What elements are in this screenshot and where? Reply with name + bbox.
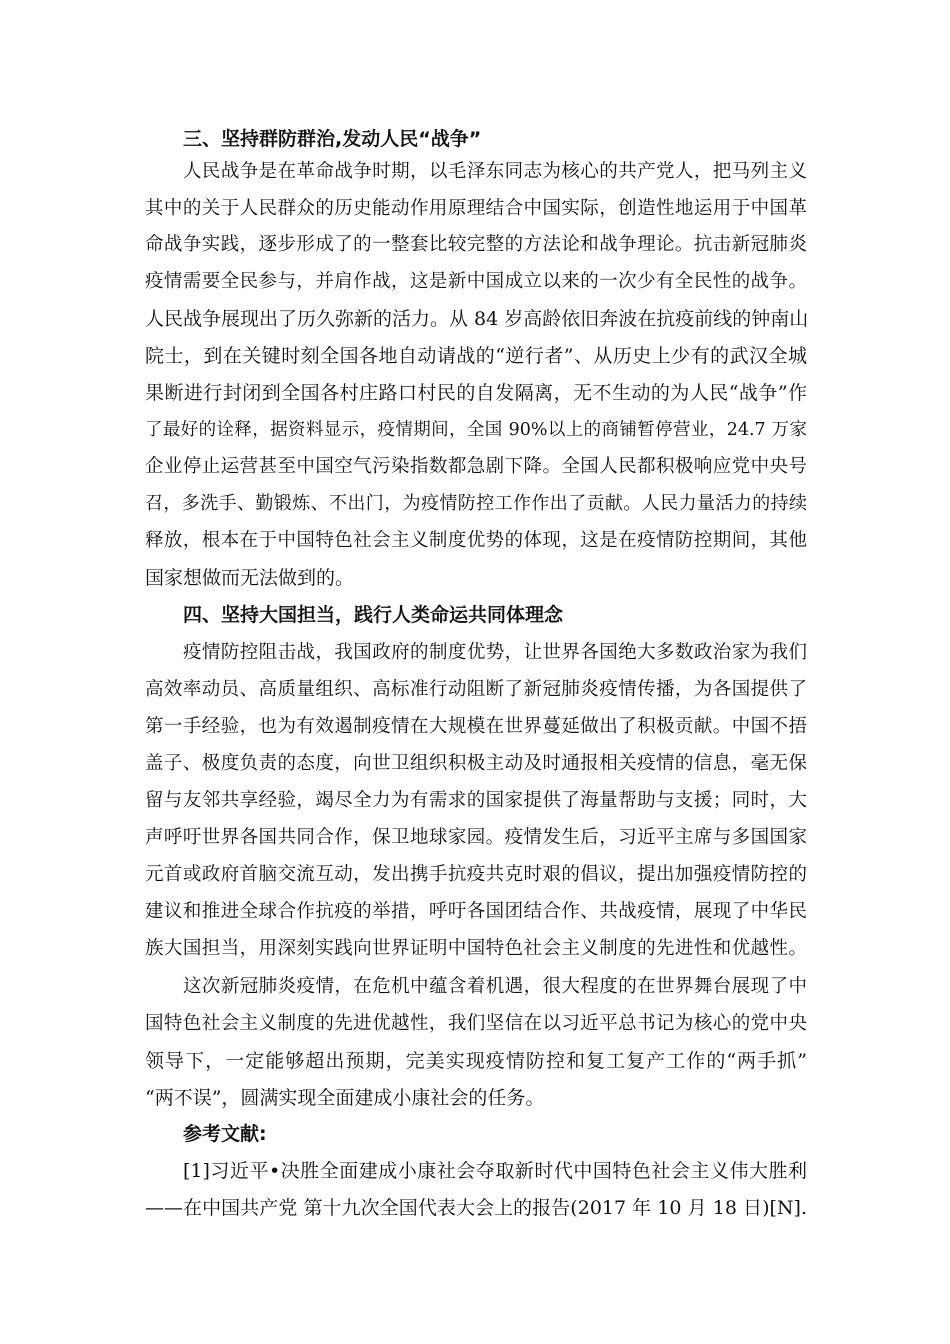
paragraph-line: 释放，根本在于中国特色社会主义制度优势的体现，这是在疫情防控期间，其他 bbox=[145, 530, 807, 551]
paragraph-line: 命战争实践，逐步形成了的一整套比较完整的方法论和战争理论。抗击新冠肺炎 bbox=[145, 234, 807, 255]
paragraph-line: 企业停止运营甚至中国空气污染指数都急剧下降。全国人民都积极响应党中央号 bbox=[145, 456, 807, 477]
paragraph-line: 元首或政府首脑交流互动，发出携手抗疫共克时艰的倡议，提出加强疫情防控的 bbox=[145, 864, 807, 885]
paragraph-line: 召，多洗手、勤锻炼、不出门，为疫情防控工作作出了贡献。人民力量活力的持续 bbox=[145, 493, 807, 514]
paragraph-line: 院士，到在关键时刻全国各地自动请战的“逆行者”、从历史上少有的武汉全城 bbox=[145, 345, 807, 367]
section-4-heading: 四、坚持大国担当，践行人类命运共同体理念 bbox=[183, 604, 564, 626]
paragraph-line: “两不误”，圆满实现全面建成小康社会的任务。 bbox=[145, 1087, 545, 1109]
paragraph-line: 疫情防控阻击战，我国政府的制度优势，让世界各国绝大多数政治家为我们 bbox=[183, 642, 807, 663]
paragraph-line: 留与友邻共享经验，竭尽全力为有需求的国家提供了海量帮助与支援；同时，大 bbox=[145, 790, 807, 811]
paragraph-line: 第一手经验，也为有效遏制疫情在大规模在世界蔓延做出了积极贡献。中国不捂 bbox=[145, 716, 807, 737]
paragraph-line: 领导下，一定能够超出预期，完美实现疫情防控和复工复产工作的“两手抓” bbox=[145, 1050, 807, 1072]
paragraph-line: 建议和推进全球合作抗疫的举措，呼吁各国团结合作、共战疫情，展现了中华民 bbox=[145, 901, 807, 922]
paragraph-line: 国特色社会主义制度的先进优越性，我们坚信在以习近平总书记为核心的党中央 bbox=[145, 1013, 807, 1034]
section-3-heading: 三、坚持群防群治,发动人民“战争” bbox=[183, 128, 482, 150]
paragraph-line: 高效率动员、高质量组织、高标准行动阻断了新冠肺炎疫情传播，为各国提供了 bbox=[145, 679, 807, 700]
paragraph-line: 这次新冠肺炎疫情，在危机中蕴含着机遇，很大程度的在世界舞台展现了中 bbox=[183, 976, 807, 997]
reference-line: ——在中国共产党 第十九次全国代表大会上的报告(2017 年 10 月 18 日)[N]. bbox=[145, 1197, 807, 1219]
paragraph-line: 盖子、极度负责的态度，向世卫组织积极主动及时通报相关疫情的信息，毫无保 bbox=[145, 753, 807, 774]
paragraph-line: 人民战争是在革命战争时期，以毛泽东同志为核心的共产党人，把马列主义 bbox=[183, 161, 807, 182]
paragraph-line: 声呼吁世界各国共同合作，保卫地球家园。疫情发生后，习近平主席与多国国家 bbox=[145, 827, 807, 848]
paragraph-line: 果断进行封闭到全国各村庄路口村民的自发隔离，无不生动的为人民“战争”作 bbox=[145, 382, 807, 404]
references-heading: 参考文献: bbox=[183, 1123, 267, 1145]
paragraph-line: 族大国担当，用深刻实践向世界证明中国特色社会主义制度的先进性和优越性。 bbox=[145, 938, 807, 959]
paragraph-line: 其中的关于人民群众的历史能动作用原理结合中国实际，创造性地运用于中国革 bbox=[145, 198, 807, 219]
reference-line: [1]习近平•决胜全面建成小康社会夺取新时代中国特色社会主义伟大胜利 bbox=[183, 1160, 807, 1182]
paragraph-line: 了最好的诠释，据资料显示，疫情期间，全国 90%以上的商铺暂停营业，24.7 万家 bbox=[145, 420, 807, 440]
paragraph-line: 疫情需要全民参与，并肩作战，这是新中国成立以来的一次少有全民性的战争。 bbox=[145, 271, 807, 292]
paragraph-line: 国家想做而无法做到的。 bbox=[145, 567, 355, 589]
paragraph-line: 人民战争展现出了历久弥新的活力。从 84 岁高龄依旧奔波在抗疫前线的钟南山 bbox=[145, 308, 809, 330]
